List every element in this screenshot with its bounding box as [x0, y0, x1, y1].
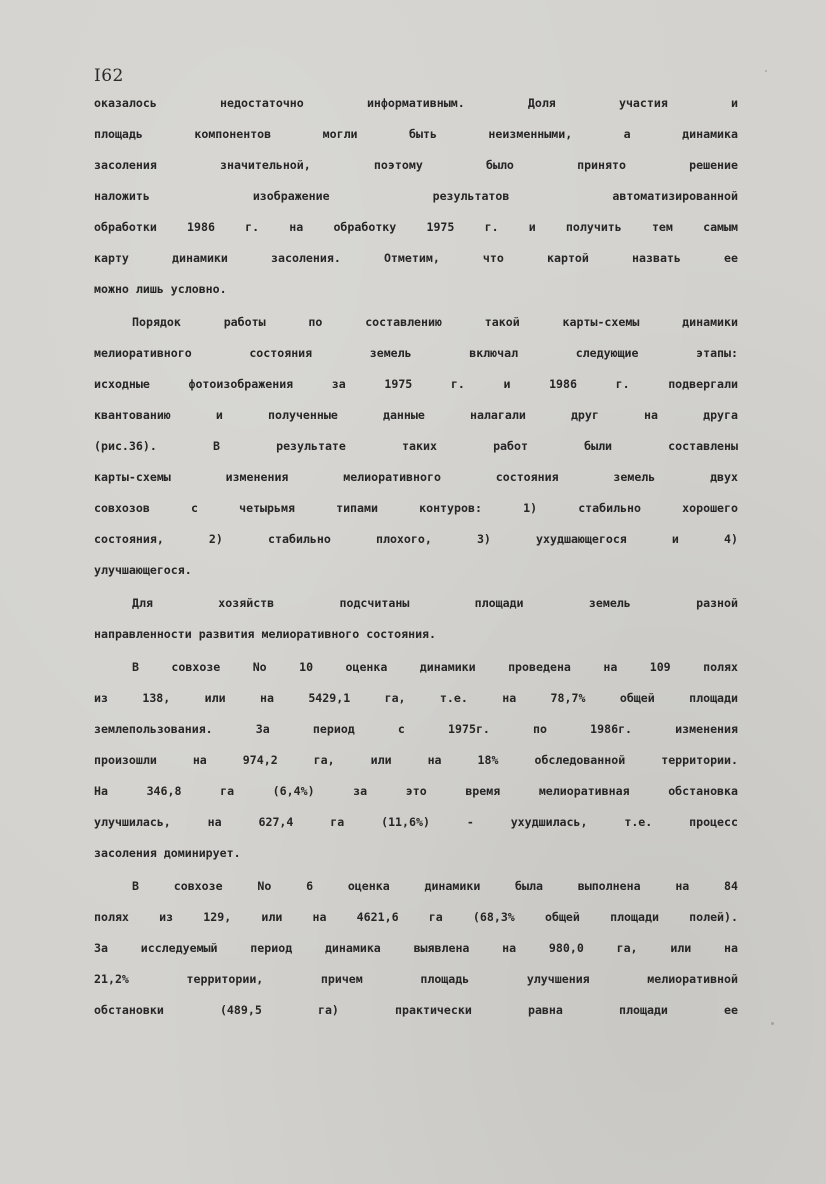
text-line: обработки 1986 г. на обработку 1975 г. и получить тем самым [94, 220, 738, 234]
page-number: I62 [94, 66, 124, 86]
text-line: За исследуемый период динамика выявлена на 980,0 га, или на [94, 941, 738, 955]
text-line: из 138, или на 5429,1 га, т.е. на 78,7% общей площади [94, 691, 738, 705]
text-line: мелиоративного состояния земель включал следующие этапы: [94, 346, 738, 360]
paragraph [94, 590, 738, 652]
text-line: квантованию и полученные данные налагали друг на друга [94, 408, 738, 422]
paragraph [94, 654, 738, 871]
text-line: произошли на 974,2 га, или на 18% обследованной территории. [94, 753, 738, 767]
paragraph [94, 309, 738, 588]
text-line: землепользования. За период с 1975г. по 1986г. изменения [94, 722, 738, 736]
text-line: засоления доминирует. [94, 846, 241, 860]
text-line: 21,2% территории, причем площадь улучшения мелиоративной [94, 972, 738, 986]
text-line: засоления значительной, поэтому было принято решение [94, 158, 738, 172]
text-line: состояния, 2) стабильно плохого, 3) ухудшающегося и 4) [94, 532, 738, 546]
text-line: В совхозе No 6 оценка динамики была выполнена на 84 [132, 879, 738, 893]
text-line: В совхозе No 10 оценка динамики проведена на 109 полях [132, 660, 738, 674]
text-line: полях из 129, или на 4621,6 га (68,3% общей площади полей). [94, 910, 738, 924]
paragraph [94, 873, 738, 1028]
text-line: Порядок работы по составлению такой карты-схемы динамики [132, 315, 738, 329]
text-line: исходные фотоизображения за 1975 г. и 1986 г. подвергали [94, 377, 738, 391]
text-line: обстановки (489,5 га) практически равна площади ее [94, 1003, 738, 1017]
text-line: Для хозяйств подсчитаны площади земель разной [132, 596, 738, 610]
text-line: (рис.36). В результате таких работ были составлены [94, 439, 738, 453]
scan-speck [765, 70, 767, 72]
text-line: оказалось недостаточно информативным. Доля участия и [94, 96, 738, 110]
text-line: карты-схемы изменения мелиоративного состояния земель двух [94, 470, 738, 484]
text-line: направленности развития мелиоративного состояния. [94, 627, 437, 641]
paragraph [94, 90, 738, 307]
text-line: совхозов с четырьмя типами контуров: 1) стабильно хорошего [94, 501, 738, 515]
text-line: На 346,8 га (6,4%) за это время мелиоративная обстановка [94, 784, 738, 798]
text-line: можно лишь условно. [94, 282, 227, 296]
text-line: улучшающегося. [94, 563, 192, 577]
text-line: карту динамики засоления. Отметим, что картой назвать ее [94, 251, 738, 265]
scan-speck [771, 1022, 774, 1025]
text-line: площадь компонентов могли быть неизменными, а динамика [94, 127, 738, 141]
body-text [94, 90, 738, 1028]
text-line: улучшилась, на 627,4 га (11,6%) - ухудшилась, т.е. процесс [94, 815, 738, 829]
text-line: наложить изображение результатов автоматизированной [94, 189, 738, 203]
